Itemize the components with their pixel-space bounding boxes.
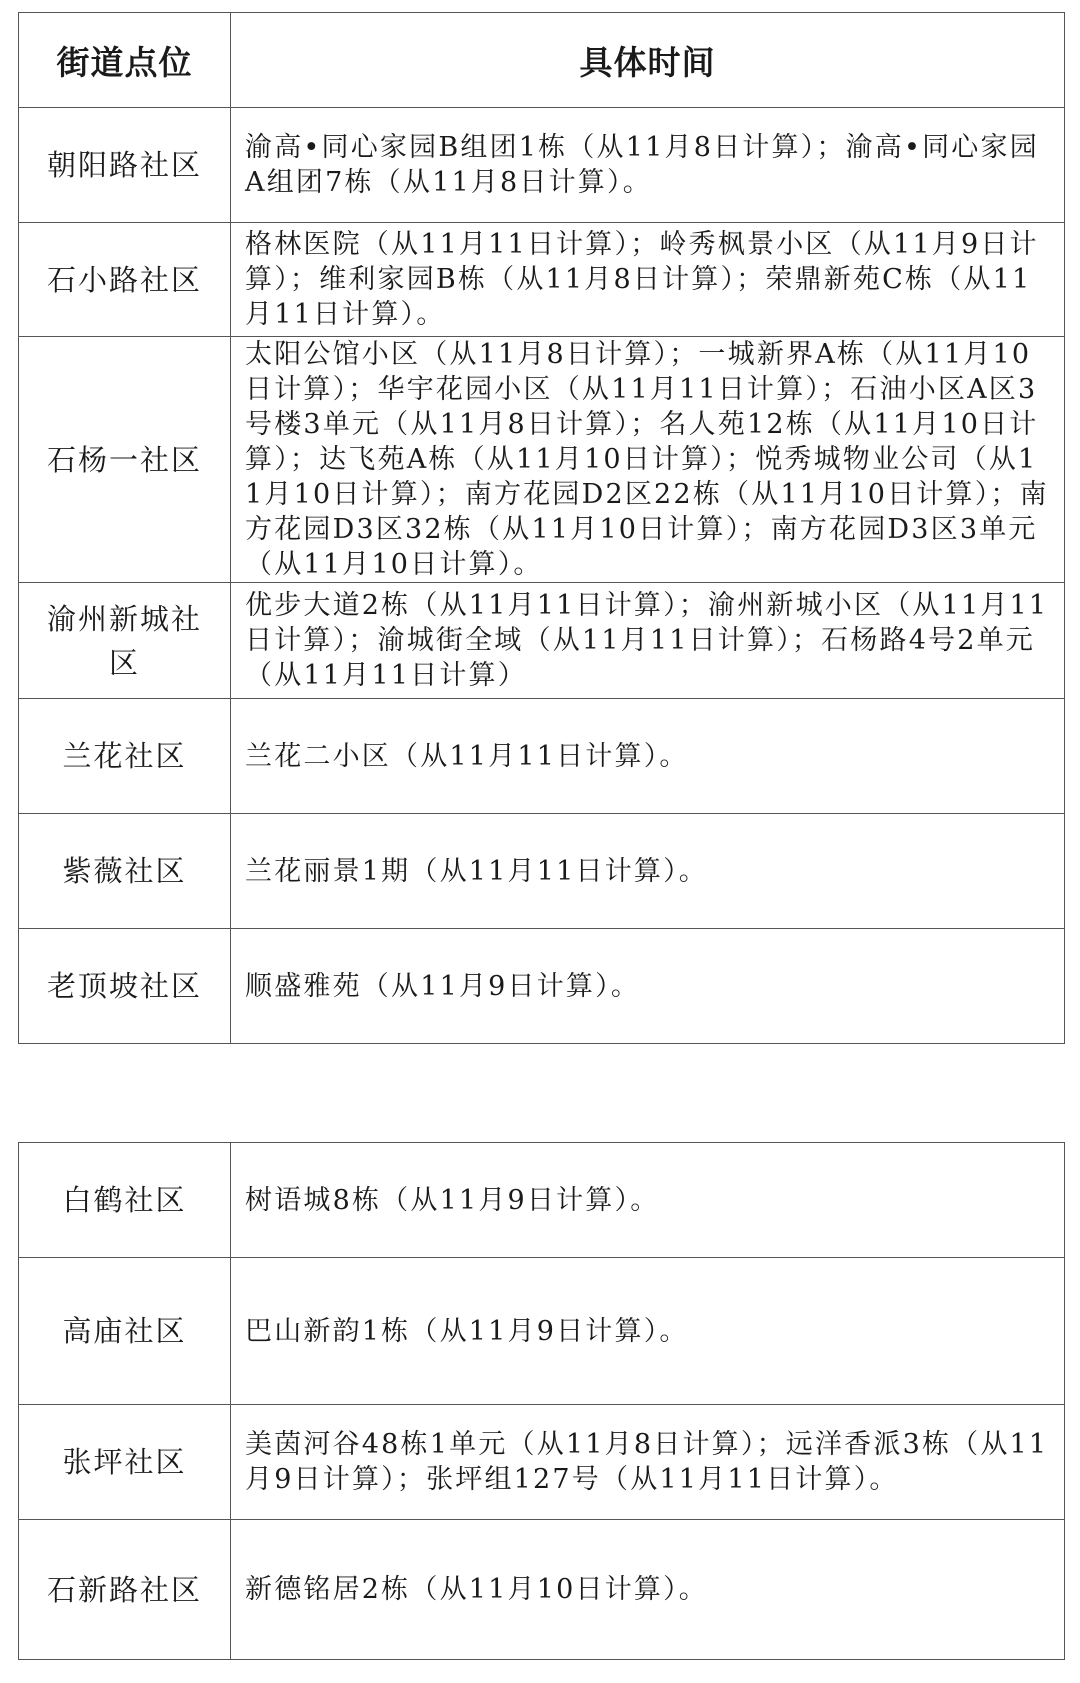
table-row	[19, 1143, 1065, 1258]
table-row	[19, 1520, 1065, 1660]
detail-cell: 兰花丽景1期（从11月11日计算）。	[231, 814, 1065, 929]
table-row	[19, 223, 1065, 337]
location-cell: 渝州新城社区	[19, 583, 231, 699]
detail-cell: 兰花二小区（从11月11日计算）。	[231, 699, 1065, 814]
location-cell: 朝阳路社区	[19, 108, 231, 223]
table-row	[19, 108, 1065, 223]
detail-cell: 格林医院（从11月11日计算）；岭秀枫景小区（从11月9日计算）；维利家园B栋（从11月8日计算）；荣鼎新苑C栋（从11月11日计算）。	[231, 223, 1065, 337]
detail-cell: 美茵河谷48栋1单元（从11月8日计算）；远洋香派3栋（从11月9日计算）；张坪组127号（从11月11日计算）。	[231, 1405, 1065, 1520]
detail-cell: 顺盛雅苑（从11月9日计算）。	[231, 929, 1065, 1044]
location-cell: 张坪社区	[19, 1405, 231, 1520]
location-cell: 白鹤社区	[19, 1143, 231, 1258]
detail-cell: 优步大道2栋（从11月11日计算）；渝州新城小区（从11月11日计算）；渝城街全域（从11月11日计算）；石杨路4号2单元（从11月11日计算）	[231, 583, 1065, 699]
location-cell: 石杨一社区	[19, 337, 231, 583]
table-row	[19, 699, 1065, 814]
location-cell: 紫薇社区	[19, 814, 231, 929]
detail-cell: 渝高•同心家园B组团1栋（从11月8日计算）；渝高•同心家园A组团7栋（从11月8日计算）。	[231, 108, 1065, 223]
locations-table-part-1	[18, 12, 1065, 1044]
table-row	[19, 583, 1065, 699]
table-row	[19, 337, 1065, 583]
header-location: 街道点位	[19, 13, 231, 108]
table-row	[19, 1258, 1065, 1405]
table-row	[19, 1405, 1065, 1520]
header-time: 具体时间	[231, 13, 1065, 108]
location-cell: 兰花社区	[19, 699, 231, 814]
table-row	[19, 929, 1065, 1044]
location-cell: 老顶坡社区	[19, 929, 231, 1044]
detail-cell: 巴山新韵1栋（从11月9日计算）。	[231, 1258, 1065, 1405]
location-cell: 石新路社区	[19, 1520, 231, 1660]
detail-cell: 树语城8栋（从11月9日计算）。	[231, 1143, 1065, 1258]
detail-cell: 新德铭居2栋（从11月10日计算）。	[231, 1520, 1065, 1660]
table-row	[19, 814, 1065, 929]
detail-cell: 太阳公馆小区（从11月8日计算）；一城新界A栋（从11月10日计算）；华宇花园小区（从11月11日计算）；石油小区A区3号楼3单元（从11月8日计算）；名人苑12栋（从11月10日计算）；达飞苑A栋（从11月10日计算）；悦秀城物业公司（从11月10日计算）；南方花园D2区22栋（从11月10日计算）；南方花园D3区32栋（从11月10日计算）；南方花园D3区3单元（从11月10日计算）。	[231, 337, 1065, 583]
locations-table-part-2	[18, 1142, 1065, 1660]
table-header-row	[19, 13, 1065, 108]
location-cell: 高庙社区	[19, 1258, 231, 1405]
location-cell: 石小路社区	[19, 223, 231, 337]
